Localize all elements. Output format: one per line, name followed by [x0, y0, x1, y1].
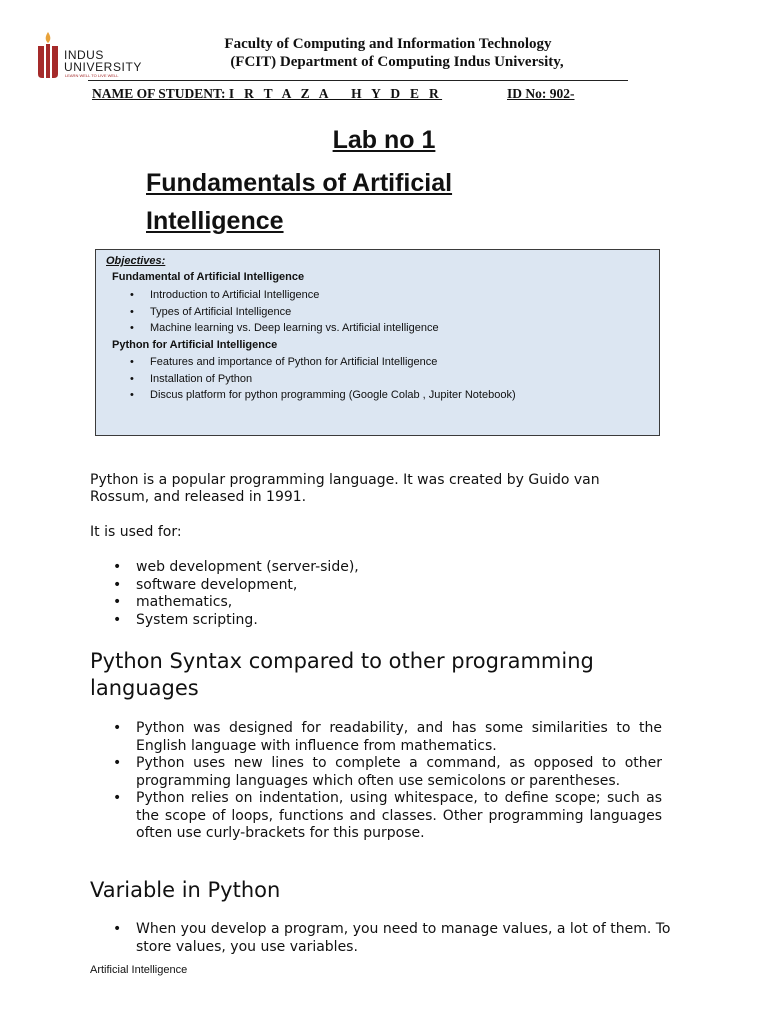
objective-item: • Features and importance of Python for Artificial Intelligence: [150, 356, 437, 368]
objective-item: • Introduction to Artificial Intelligence: [150, 289, 319, 301]
objective-item: • Discus platform for python programming (Google Colab , Jupiter Notebook): [150, 389, 516, 401]
faculty-line2: (FCIT) Department of Computing Indus University,: [230, 54, 564, 70]
logo-line1: INDUS: [64, 48, 104, 62]
intro-paragraph: Python is a popular programming language. It was created by Guido van Rossum, and released in 1991.: [90, 472, 600, 505]
student-label: NAME OF STUDENT:: [92, 86, 226, 101]
list-item: • Python relies on indentation, using whitespace, to define scope; such as the scope of loops, functions and classes. Other programming languages often use curly-brackets for this purpose.: [90, 790, 662, 843]
student-id: ID No: 902-: [507, 86, 575, 101]
list-item: • System scripting.: [90, 612, 359, 630]
objectives-heading: Objectives:: [106, 255, 166, 267]
logo-line2: UNIVERSITY: [64, 60, 143, 74]
list-item: • mathematics,: [90, 594, 359, 612]
objective-item: • Types of Artificial Intelligence: [150, 306, 291, 318]
page-footer: Artificial Intelligence: [90, 964, 188, 976]
list-item: • Python was designed for readability, and has some similarities to the English language with influence from mathematics.: [90, 720, 662, 755]
student-line: [92, 86, 442, 102]
uses-list: [90, 559, 359, 629]
header-divider: [88, 80, 628, 81]
lab-title: Lab no 1: [332, 126, 436, 154]
variables-heading: Variable in Python: [90, 878, 281, 902]
syntax-list: [90, 720, 662, 843]
variables-list: [90, 921, 676, 956]
faculty-line1: Faculty of Computing and Information Technology: [224, 36, 552, 52]
syntax-heading: Python Syntax compared to other programming languages: [90, 649, 594, 700]
objective-item: • Machine learning vs. Deep learning vs. Artificial intelligence: [150, 322, 439, 334]
list-item: • web development (server-side),: [90, 559, 359, 577]
student-name: I R T A Z A H Y D E R: [228, 86, 443, 101]
objective-item: • Installation of Python: [150, 373, 252, 385]
lab-subtitle: Fundamentals of Artificial Intelligence: [146, 169, 453, 235]
logo-tagline: LEARN WELL TO LIVE WELL: [65, 73, 119, 78]
list-item: • When you develop a program, you need to manage values, a lot of them. To store values, you use variables.: [90, 921, 676, 956]
objective-section-title: Python for Artificial Intelligence: [112, 339, 278, 351]
list-item: • software development,: [90, 577, 359, 595]
list-item: • Python uses new lines to complete a command, as opposed to other programming languages which often use semicolons or parentheses.: [90, 755, 662, 790]
faculty-heading: [0, 35, 768, 71]
objective-section-title: Fundamental of Artificial Intelligence: [112, 271, 305, 283]
objectives-box: [95, 249, 660, 436]
uses-intro: It is used for:: [90, 524, 182, 540]
